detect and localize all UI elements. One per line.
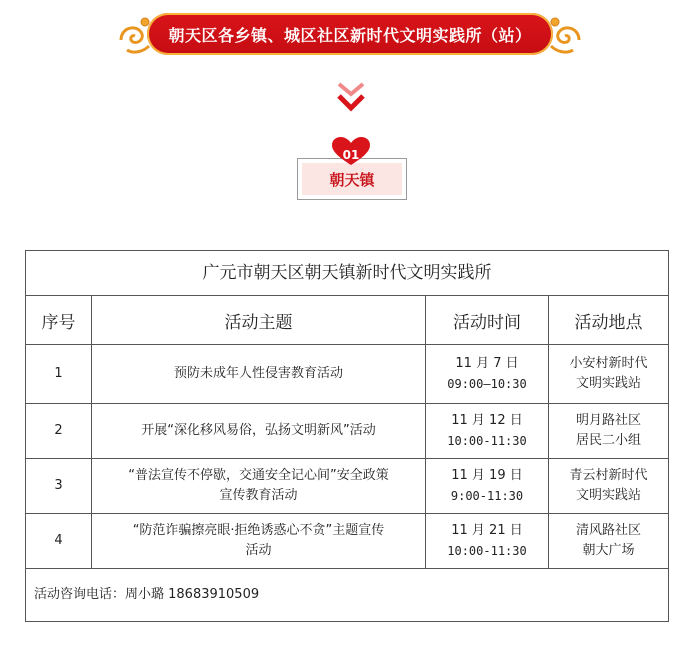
topic-line: 预防未成年人性侵害教育活动 <box>173 366 343 381</box>
row-time <box>426 404 549 459</box>
column-header-time: 活动时间 <box>426 296 549 345</box>
contact-info: 活动咨询电话：周小璐 18683910509 <box>26 569 669 622</box>
place-line: 文明实践站 <box>575 376 641 391</box>
topic-line: 开展“深化移风易俗，弘扬文明新风”活动 <box>141 423 376 438</box>
topic-line: 活动 <box>245 543 272 558</box>
place-line: 小安村新时代 <box>569 356 648 371</box>
table-row <box>26 514 669 569</box>
table-title-row <box>26 251 669 296</box>
column-header-place: 活动地点 <box>549 296 669 345</box>
table-header-row <box>26 296 669 345</box>
activity-date: 11 月 21 日 <box>451 523 523 538</box>
row-topic <box>92 459 426 514</box>
row-topic <box>92 345 426 404</box>
activity-table <box>25 250 669 622</box>
place-line: 青云村新时代 <box>569 468 648 483</box>
table-row <box>26 404 669 459</box>
place-line: 朝大广场 <box>582 543 635 558</box>
row-topic <box>92 514 426 569</box>
table-row <box>26 459 669 514</box>
place-line: 居民二小组 <box>575 433 641 448</box>
table-row <box>26 345 669 404</box>
row-place <box>549 514 669 569</box>
row-time <box>426 459 549 514</box>
activity-time-range: 10:00-11:30 <box>447 434 527 448</box>
row-number: 3 <box>26 459 92 514</box>
row-place <box>549 345 669 404</box>
topic-line: “普法宣传不停歇，交通安全记心间”安全政策 <box>128 468 389 483</box>
place-line: 明月路社区 <box>575 413 641 428</box>
topic-line: “防范诈骗擦亮眼·拒绝诱惑心不贪”主题宣传 <box>132 523 385 538</box>
banner-pill <box>147 13 553 55</box>
page-title: 朝天区各乡镇、城区社区新时代文明实践所（站） <box>168 25 532 45</box>
row-number: 4 <box>26 514 92 569</box>
activity-date: 11 月 7 日 <box>455 356 519 371</box>
chevron-down-icon <box>336 80 366 114</box>
row-time <box>426 514 549 569</box>
place-line: 文明实践站 <box>575 488 641 503</box>
header-banner <box>117 10 583 58</box>
section-number: 01 <box>342 148 360 162</box>
row-number: 2 <box>26 404 92 459</box>
column-header-no: 序号 <box>26 296 92 345</box>
place-line: 清风路社区 <box>575 523 641 538</box>
row-topic <box>92 404 426 459</box>
activity-date: 11 月 12 日 <box>451 413 523 428</box>
section-badge-inner <box>302 163 402 195</box>
row-place <box>549 459 669 514</box>
activity-time-range: 09:00—10:30 <box>447 377 527 391</box>
column-header-topic: 活动主题 <box>92 296 426 345</box>
topic-line: 宣传教育活动 <box>219 488 298 503</box>
row-place <box>549 404 669 459</box>
activity-time-range: 10:00-11:30 <box>447 544 527 558</box>
row-number: 1 <box>26 345 92 404</box>
activity-date: 11 月 19 日 <box>451 468 523 483</box>
section-label: 朝天镇 <box>329 170 375 189</box>
row-time <box>426 345 549 404</box>
table-footer-row <box>26 569 669 622</box>
activity-time-range: 9:00-11:30 <box>450 489 524 503</box>
table-title: 广元市朝天区朝天镇新时代文明实践所 <box>26 251 669 296</box>
